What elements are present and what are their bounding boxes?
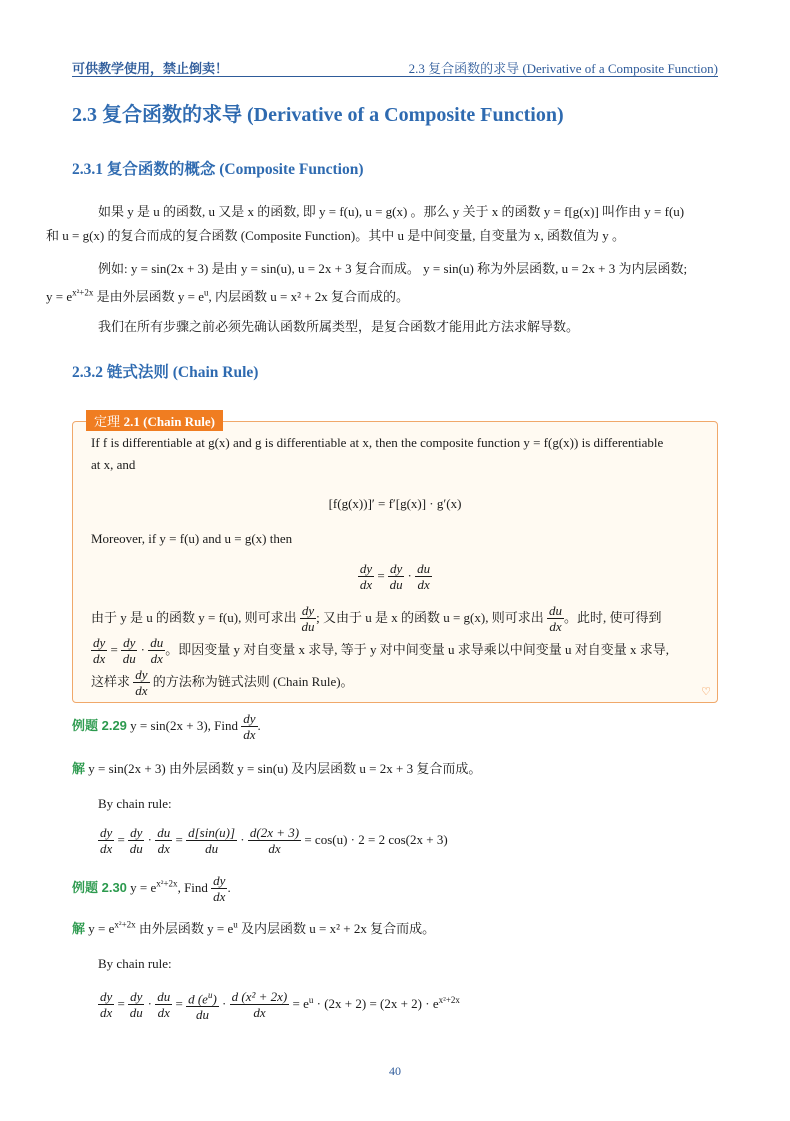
header-left: 可供教学使用，禁止倒卖！ [72, 61, 229, 76]
solution-2-29: 解 y = sin(2x + 3) 由外层函数 y = sin(u) 及内层函数 u = 2x + 3 复合而成。 [72, 761, 482, 776]
paragraph-1 [46, 200, 718, 248]
p1-line1: 如果 y 是 u 的函数, u 又是 x 的函数, 即 y = f(u), u = g(x) 。那么 y 关于 x 的函数 y = f[g(x)] 叫作由 y = f(u) [98, 204, 685, 219]
section-title: 2.3 复合函数的求导 (Derivative of a Composite Function) [72, 104, 564, 126]
header-right: 2.3 复合函数的求导 (Derivative of a Composite Function) [408, 61, 718, 76]
theorem-line2: at x, and [91, 457, 136, 472]
heart-icon: ♡ [701, 686, 711, 698]
theorem-line1: If f is differentiable at g(x) and g is differentiable at x, then the composite function y = f(g(x)) is differentiable [91, 435, 664, 450]
p1-line2: 和 u = g(x) 的复合而成的复合函数 (Composite Function)。其中 u 是中间变量, 自变量为 x, 函数值为 y 。 [46, 228, 625, 243]
theorem-expl3: 这样求 $\frac{dy}{dx}$ 的方法称为链式法则 (Chain Rule)。 [91, 667, 354, 698]
p2-line1: 例如: y = sin(2x + 3) 是由 y = sin(u), u = 2x + 3 复合而成。 y = sin(u) 称为外层函数, u = 2x + 3 为内层函数; [98, 261, 688, 276]
example-2-29: 例题 2.29 y = sin(2x + 3), Find $\frac{dy}{dx}$ . [72, 711, 261, 742]
subsection-title-2: 2.3.2 链式法则 (Chain Rule) [72, 364, 259, 381]
page-number: 40 [389, 1064, 401, 1078]
theorem-box [72, 421, 718, 703]
paragraph-3: 我们在所有步骤之前必须先确认函数所属类型，是复合函数才能用此方法求解导数。 [98, 319, 580, 334]
theorem-expl1: 由于 y 是 u 的函数 y = f(u), 则可求出 $\frac{dy}{du}$ ; 又由于 u 是 x 的函数 u = g(x), 则可求出 $\frac{du}{dx}$ 。此时, 使可得到 [91, 603, 662, 634]
paragraph-2 [46, 257, 718, 309]
theorem-tab: 定理 2.1 (Chain Rule) [86, 410, 223, 431]
formula-2-29: $\frac{dy}{dx}$ = $\frac{dy}{du}$ · $\frac{du}{dx}$ = $\frac{d[\sin(u)]}{du}$ · $\frac{d(2x + 3)}{dx}$ = cos(u) · 2 = 2 cos(2x + 3) [100, 825, 448, 856]
formula-2-30: $\frac{dy}{dx}$ = $\frac{dy}{du}$ · $\frac{du}{dx}$ = $\frac{d (e^u)}{du}$ · $\frac{\text{d (x² + 2x)}}{dx}$ = $e^u \cdot (2x + 2) = (2x + 2) \cdot e^{x^2+2x}$ [100, 989, 460, 1023]
subsection-title-1: 2.3.1 复合函数的概念 (Composite Function) [72, 161, 364, 178]
chain-rule-label-2: By chain rule: [98, 956, 172, 971]
solution-2-30: 解 $y = e^{x^2+2x}$ 由外层函数 $y = e^u$ 及内层函数 u = x² + 2x 复合而成。 [72, 919, 436, 936]
theorem-formula1: [f(g(x))]′ = f′[g(x)] · g′(x) [328, 496, 462, 511]
theorem-formula2: $\frac{dy}{dx}$ = $\frac{dy}{du}$ · $\frac{du}{dx}$ [359, 561, 431, 592]
header-rule [72, 76, 718, 77]
example-2-30: 例题 2.30 $y = e^{x^2+2x}$, Find $\frac{dy}{dx}$ . [72, 873, 231, 904]
theorem-expl2: $\frac{dy}{dx}$ = $\frac{dy}{du}$ · $\frac{du}{dx}$ 。即因变量 y 对自变量 x 求导, 等于 y 对中间变量 u 求导乘以中间变量 u 对自变量 x 求导, [93, 635, 670, 666]
p2-line2: $y = e^{x^2+2x}$ 是由外层函数 $y = e^u$, 内层函数 u = x² + 2x 复合而成的。 [46, 288, 410, 305]
chain-rule-label-1: By chain rule: [98, 796, 172, 811]
theorem-line3: Moreover, if y = f(u) and u = g(x) then [91, 531, 293, 546]
